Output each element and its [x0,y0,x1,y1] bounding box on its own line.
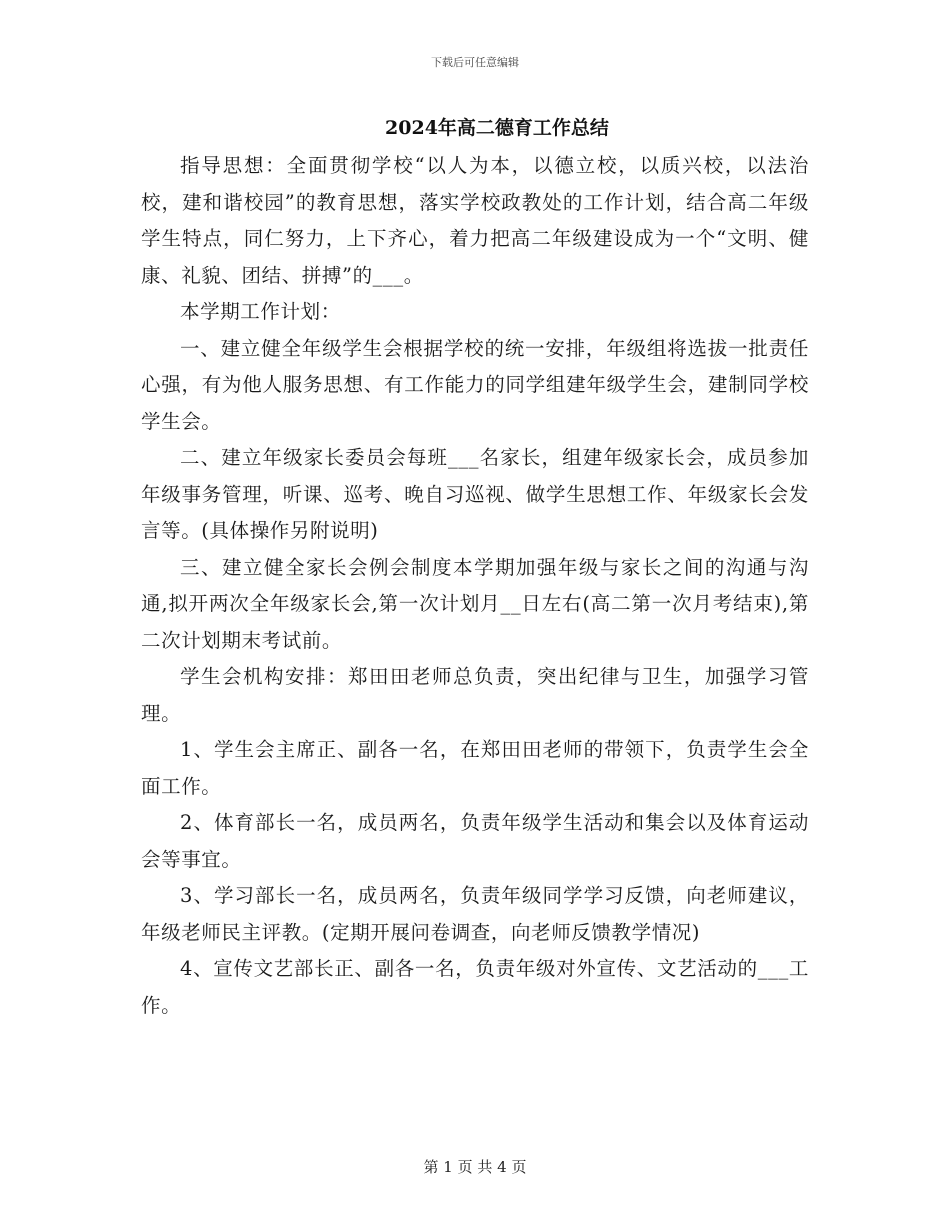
paragraph-role-3: 3、学习部长一名，成员两名，负责年级同学学习反馈，向老师建议，年级老师民主评教。(定期开展问卷调查，向老师反馈教学情况) [141,884,809,944]
paragraph-work-plan-heading: 本学期工作计划： [180,300,341,323]
page-footer: 第 1 页 共 4 页 [423,1158,527,1176]
document-title: 2024年高二德育工作总结 [385,117,609,139]
paragraph-guiding-thought: 指导思想：全面贯彻学校“以人为本，以德立校，以质兴校，以法治校，建和谐校园”的教育思想，落实学校政教处的工作计划，结合高二年级学生特点，同仁努力，上下齐心，着力把高二年级建设成为一个“文明、健康、礼貌、团结、拼搏”的___。 [141,154,809,287]
paragraph-role-4: 4、宣传文艺部长正、副各一名，负责年级对外宣传、文艺活动的___工作。 [141,957,809,1017]
paragraph-item-1: 一、建立健全年级学生会根据学校的统一安排，年级组将选拔一批责任心强，有为他人服务思想、有工作能力的同学组建年级学生会，建制同学校学生会。 [141,336,809,433]
document-body [141,148,809,1024]
paragraph-student-union-arrangement: 学生会机构安排：郑田田老师总负责，突出纪律与卫生，加强学习管理。 [141,665,809,725]
paragraph-item-3: 三、建立健全家长会例会制度本学期加强年级与家长之间的沟通与沟通,拟开两次全年级家长会,第一次计划月__日左右(高二第一次月考结束),第二次计划期末考试前。 [141,555,809,652]
header-note: 下载后可任意编辑 [431,56,519,69]
paragraph-role-2: 2、体育部长一名，成员两名，负责年级学生活动和集会以及体育运动会等事宜。 [141,811,809,871]
paragraph-role-1: 1、学生会主席正、副各一名，在郑田田老师的带领下，负责学生会全面工作。 [141,738,809,798]
paragraph-item-2: 二、建立年级家长委员会每班___名家长，组建年级家长会，成员参加年级事务管理，听课、巡考、晚自习巡视、做学生思想工作、年级家长会发言等。(具体操作另附说明) [141,446,809,542]
